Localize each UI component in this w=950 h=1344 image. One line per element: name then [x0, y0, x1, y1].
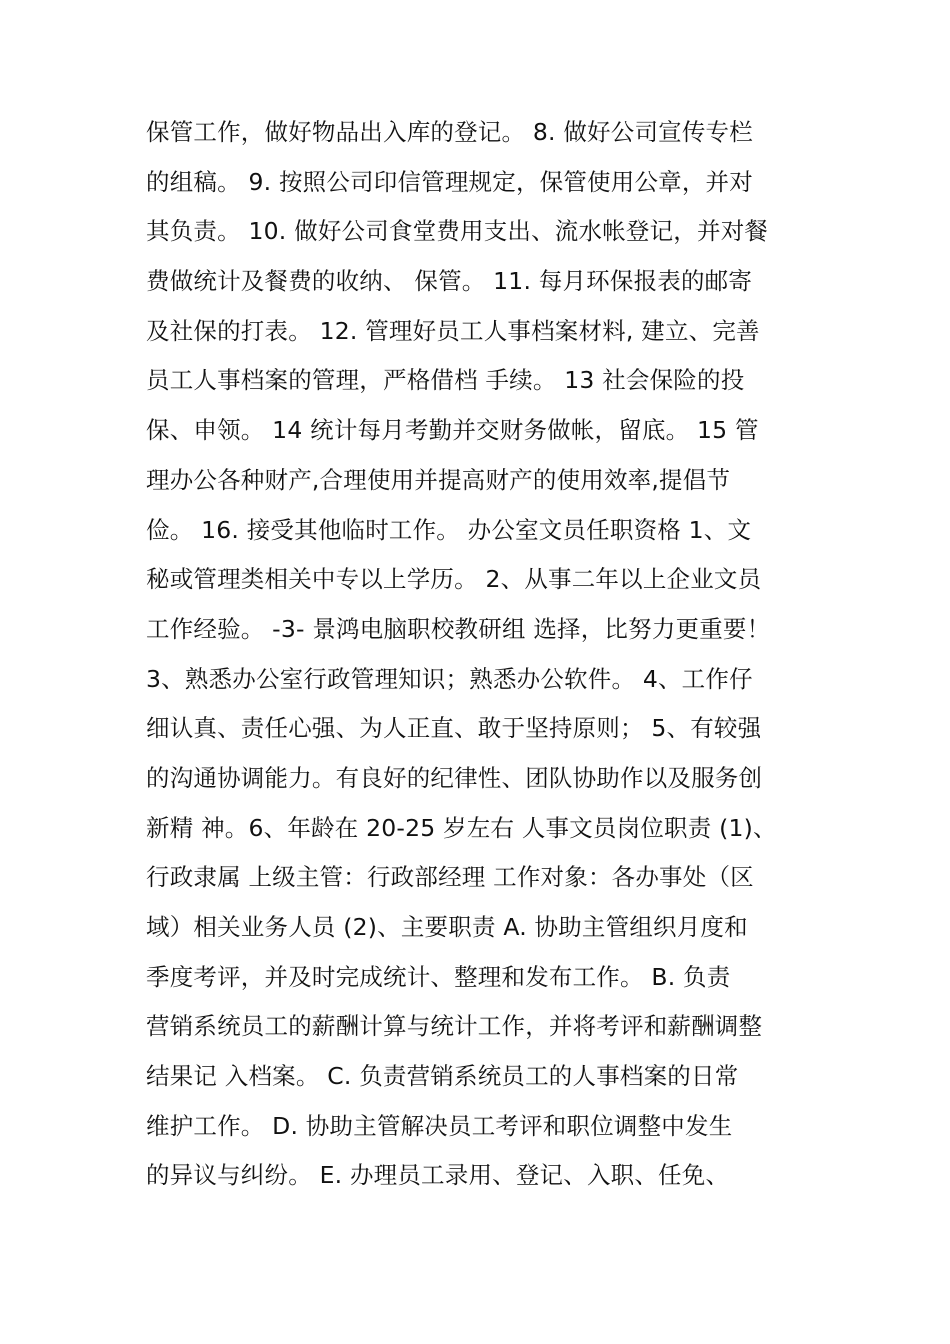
body-text-line: 秘或管理类相关中专以上学历。 2、从事二年以上企业文员 — [146, 565, 762, 594]
body-text-line: 工作经验。 -3- 景鸿电脑职校教研组 选择，比努力更重要！ — [146, 614, 771, 643]
body-text-line: 域）相关业务人员 (2)、主要职责 A. 协助主管组织月度和 — [146, 913, 748, 941]
body-text-line: 新精 神。6、年龄在 20-25 岁左右 人事文员岗位职责 (1)、 — [146, 813, 777, 842]
body-text-line: 季度考评，并及时完成统计、整理和发布工作。 B. 负责 — [146, 962, 731, 991]
body-text-line: 的组稿。 9. 按照公司印信管理规定，保管使用公章，并对 — [146, 167, 753, 196]
body-text-line: 营销系统员工的薪酬计算与统计工作，并将考评和薪酬调整 — [146, 1012, 763, 1041]
body-text-line: 行政隶属 上级主管：行政部经理 工作对象：各办事处（区 — [146, 863, 754, 892]
body-text-line: 细认真、责任心强、为人正直、敢于坚持原则； 5、有较强 — [146, 714, 762, 743]
body-text-line: 费做统计及餐费的收纳、 保管。 11. 每月环保报表的邮寄 — [146, 267, 753, 296]
body-text-line: 的沟通协调能力。有良好的纪律性、团队协助作以及服务创 — [146, 763, 763, 792]
body-text-line: 员工人事档案的管理，严格借档 手续。 13 社会保险的投 — [146, 366, 745, 395]
body-text-line: 结果记 入档案。 C. 负责营销系统员工的人事档案的日常 — [146, 1062, 739, 1091]
body-text-line: 保管工作，做好物品出入库的登记。 8. 做好公司宣传专栏 — [146, 118, 753, 146]
document-body — [146, 108, 816, 1201]
body-text-line: 俭。 16. 接受其他临时工作。 办公室文员任职资格 1、文 — [146, 515, 752, 544]
body-text-line: 其负责。 10. 做好公司食堂费用支出、流水帐登记，并对餐 — [146, 217, 769, 246]
body-text-line: 的异议与纠纷。 E. 办理员工录用、登记、入职、任免、 — [146, 1161, 730, 1190]
body-text-line: 保、申领。 14 统计每月考勤并交财务做帐，留底。 15 管 — [146, 416, 759, 445]
body-text-line: 维护工作。 D. 协助主管解决员工考评和职位调整中发生 — [146, 1111, 733, 1140]
body-text-line: 及社保的打表。 12. 管理好员工人事档案材料, 建立、完善 — [146, 316, 760, 345]
body-text-line: 理办公各种财产,合理使用并提高财产的使用效率,提倡节 — [146, 465, 731, 494]
body-text-line: 3、熟悉办公室行政管理知识；熟悉办公软件。 4、工作仔 — [146, 664, 753, 693]
